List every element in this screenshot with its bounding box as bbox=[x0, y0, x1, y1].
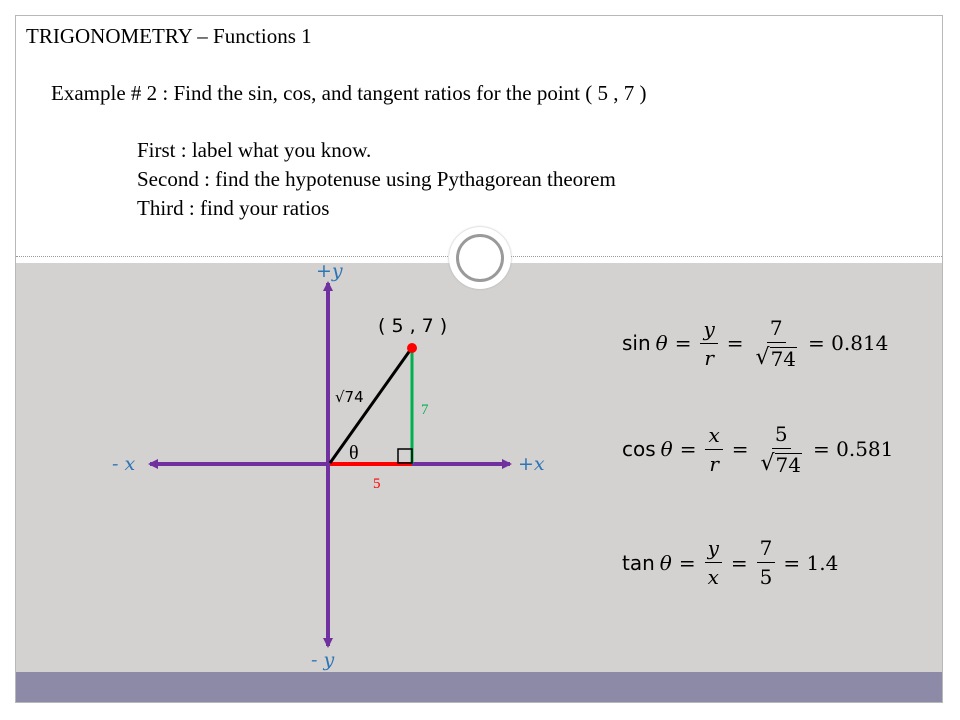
tan-ratio-num: y bbox=[705, 536, 722, 563]
cos-fn: cos bbox=[622, 437, 656, 461]
tan-equation bbox=[622, 536, 838, 589]
minus-y-label: - y bbox=[311, 649, 335, 671]
sin-theta: θ bbox=[655, 331, 668, 355]
tan-fn: tan bbox=[622, 550, 655, 575]
point-marker bbox=[407, 343, 417, 353]
cos-result: = 0.581 bbox=[813, 437, 894, 461]
tan-value-num: 7 bbox=[757, 536, 776, 563]
hypotenuse-side bbox=[330, 349, 411, 463]
cos-equals-1: = bbox=[679, 437, 697, 461]
cos-ratio-num: x bbox=[705, 423, 722, 450]
sin-equals-1: = bbox=[674, 331, 692, 355]
cos-theta: θ bbox=[660, 437, 673, 461]
adjacent-label: 5 bbox=[373, 476, 381, 492]
sin-fn: sin bbox=[622, 331, 651, 355]
tan-equals-2: = bbox=[730, 550, 748, 575]
step-third: Third : find your ratios bbox=[137, 196, 330, 220]
opposite-label: 7 bbox=[421, 402, 429, 418]
theta-label: θ bbox=[349, 442, 359, 464]
cos-ratio bbox=[705, 423, 722, 476]
example-prompt: Example # 2 : Find the sin, cos, and tangent ratios for the point ( 5 , 7 ) bbox=[51, 81, 647, 105]
hypotenuse-label: √74 bbox=[335, 388, 364, 406]
sin-value-num: 7 bbox=[767, 316, 786, 343]
tan-ratio-den: x bbox=[707, 565, 719, 589]
sin-equals-2: = bbox=[726, 331, 744, 355]
slide-title: TRIGONOMETRY – Functions 1 bbox=[26, 24, 312, 48]
minus-x-label: - x bbox=[112, 453, 136, 475]
right-angle-marker bbox=[398, 449, 412, 463]
plus-y-label: +y bbox=[316, 260, 343, 282]
cos-ratio-den: r bbox=[709, 451, 719, 476]
cos-value-den: √ 74 bbox=[760, 451, 801, 477]
sin-value bbox=[753, 316, 800, 370]
sin-ratio-den: r bbox=[704, 345, 714, 370]
tan-equals-1: = bbox=[678, 550, 696, 575]
sin-value-den: √ 74 bbox=[755, 345, 797, 371]
sin-result: = 0.814 bbox=[808, 331, 889, 355]
sin-equation bbox=[622, 316, 888, 370]
tan-ratio bbox=[705, 536, 722, 589]
cos-value-num: 5 bbox=[772, 422, 791, 449]
cos-value bbox=[758, 422, 805, 476]
sin-ratio bbox=[700, 317, 717, 370]
point-label: ( 5 , 7 ) bbox=[378, 315, 448, 337]
plus-x-label: +x bbox=[518, 453, 545, 475]
step-second: Second : find the hypotenuse using Pythagorean theorem bbox=[137, 167, 616, 191]
sin-ratio-num: y bbox=[700, 317, 717, 344]
step-first: First : label what you know. bbox=[137, 138, 372, 162]
cos-equals-2: = bbox=[731, 437, 749, 461]
tan-result: = 1.4 bbox=[783, 550, 839, 575]
cos-equation bbox=[622, 422, 893, 476]
tan-theta: θ bbox=[659, 550, 672, 575]
tan-value bbox=[757, 536, 776, 589]
tan-value-den: 5 bbox=[759, 565, 773, 589]
